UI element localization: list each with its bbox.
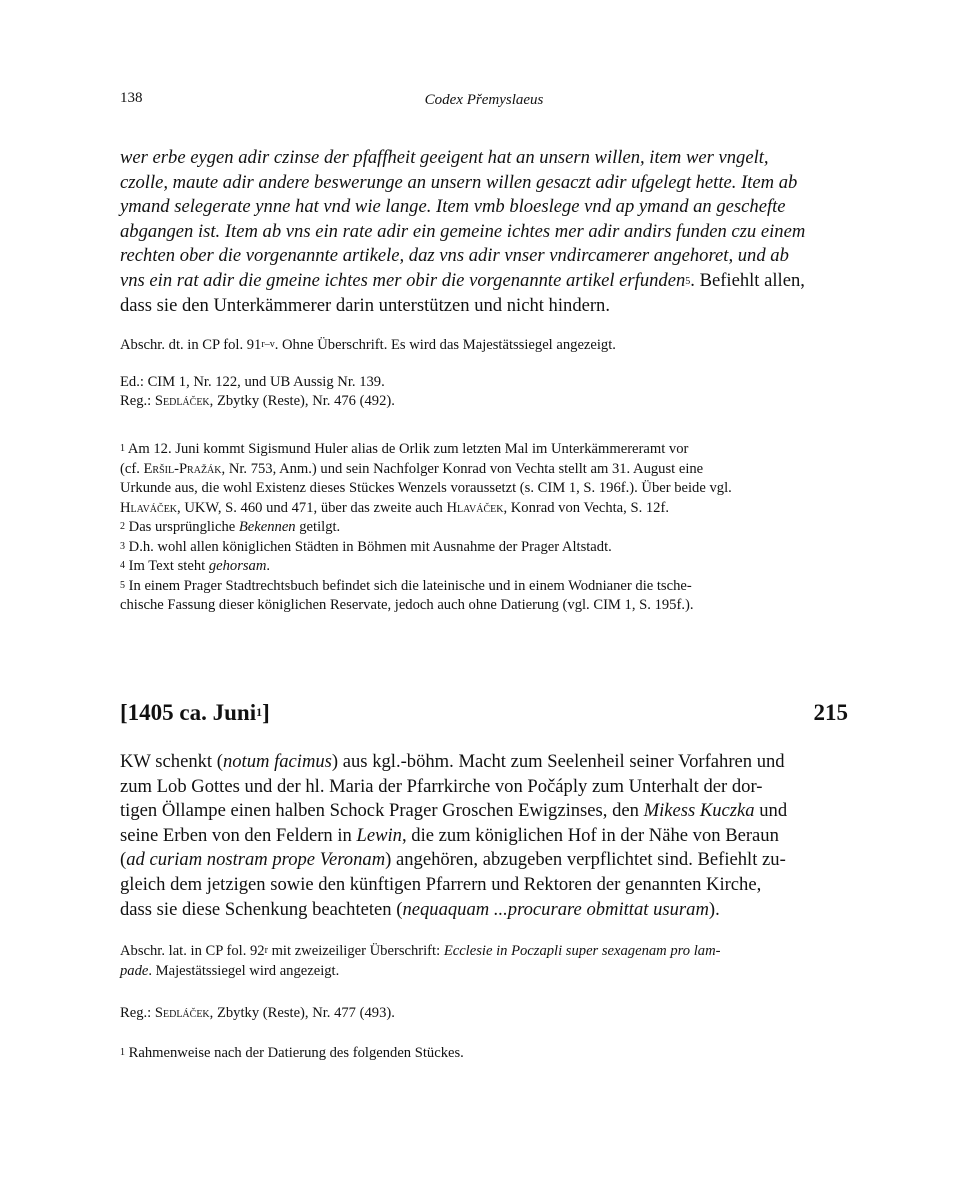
apparatus-main <box>120 942 848 1063</box>
edition-note: Ed.: CIM 1, Nr. 122, und UB Aussig Nr. 139. <box>120 373 385 390</box>
footnote-1-cont: (cf. Eršil-Pražák, Nr. 753, Anm.) und sein Nachfolger Konrad von Vechta stellt am 31. August eine <box>120 460 704 477</box>
apparatus-top <box>120 336 848 412</box>
text-line: czolle, maute adir andere beswerunge an unsern willen gesaczt adir ufgelegt hette. Item ab <box>120 171 798 193</box>
regest-note: Reg.: Sedláček, Zbytky (Reste), Nr. 476 (492). <box>120 393 395 409</box>
footnote-1: $^1$ Rahmenweise nach der Datierung des folgenden Stückes. <box>120 1044 464 1061</box>
text-line: ymand selegerate ynne hat vnd wie lange. Item vmb bloeslege vnd ap ymand an geschefte <box>120 196 786 218</box>
text-line: wer erbe eygen adir czinse der pfaffheit geeigent hat an unsern willen, item wer vngelt, <box>120 147 769 168</box>
text-line: rechten ober die vorgenannte artikele, daz vns adir vnser vndircamerer angehoret, und ab <box>120 245 789 267</box>
text-line: (ad curiam nostram prope Veronam) angehören, abzugeben verpflichtet sind. Befiehlt zu- <box>120 849 786 871</box>
text-line: dass sie diese Schenkung beachteten (nequaquam ...procurare obmittat usuram). <box>120 898 720 920</box>
text-line: tigen Öllampe einen halben Schock Prager Groschen Ewigzinses, den Mikess Kuczka und <box>120 800 788 822</box>
text-line: dass sie den Unterkämmerer darin unterstützen und nicht hindern. <box>120 294 611 316</box>
footnote-2: $^2$ Das ursprüngliche Bekennen getilgt. <box>120 519 341 535</box>
footnote-1-cont: Hlaváček, UKW, S. 460 und 471, über das zweite auch Hlaváček, Konrad von Vechta, S. 12f. <box>120 499 669 516</box>
footnotes-top <box>120 440 848 616</box>
text-line: seine Erben von den Feldern in Lewin, die zum königlichen Hof in der Nähe von Beraun <box>120 824 779 846</box>
text-line: gleich dem jetzigen sowie den künftigen Pfarrern und Rektoren der genannten Kirche, <box>120 873 762 895</box>
text-line: zum Lob Gottes und der hl. Maria der Pfarrkirche von Počáply zum Unterhalt der dor- <box>120 775 763 797</box>
footnote-1: $^1$ Am 12. Juni kommt Sigismund Huler alias de Orlik zum letzten Mal im Unterkämmereramt vor <box>120 441 689 457</box>
text-line: abgangen ist. Item ab vns ein rate adir ein gemeine ichtes mer adir andirs funden czu einem <box>120 220 806 242</box>
text-line: vns ein rat adir die gmeine ichtes mer obir die vorgenannte artikel erfunden$^5$. Befiehlt allen, <box>120 269 805 291</box>
page-number: 138 <box>120 90 143 106</box>
footnote-4: $^4$ Im Text steht gehorsam. <box>120 558 271 574</box>
text-line: KW schenkt (notum facimus) aus kgl.-böhm. Macht zum Seelenheil seiner Vorfahren und <box>120 751 785 772</box>
page <box>120 90 848 1061</box>
text-top <box>120 146 848 318</box>
footnote-5-cont: chische Fassung dieser königlichen Reservate, jedoch auch ohne Datierung (vgl. CIM 1, S. 195f.). <box>120 597 694 613</box>
running-title: Codex Přemyslaeus <box>424 92 544 108</box>
regest-note: Reg.: Sedláček, Zbytky (Reste), Nr. 477 (493). <box>120 1005 395 1021</box>
footnote-5: $^5$ In einem Prager Stadtrechtsbuch befindet sich die lateinische und in einem Wodnianer die tsche- <box>120 577 692 594</box>
text-main <box>120 750 848 922</box>
document-number: 215 <box>813 700 848 725</box>
running-header <box>120 90 848 112</box>
manuscript-note-cont: pade. Majestätssiegel wird angezeigt. <box>120 962 340 979</box>
manuscript-note: Abschr. dt. in CP fol. 91$^{r-v}$. Ohne Überschrift. Es wird das Majestätssiegel angezeigt. <box>120 337 616 353</box>
document-date: [1405 ca. Juni$^1$] <box>120 700 270 725</box>
footnote-3: $^3$ D.h. wohl allen königlichen Städten in Böhmen mit Ausnahme der Prager Altstadt. <box>120 538 612 555</box>
footnote-1-cont: Urkunde aus, die wohl Existenz dieses Stückes Wenzels voraussetzt (s. CIM 1, S. 196f.). Über beide vgl. <box>120 480 732 496</box>
manuscript-note: Abschr. lat. in CP fol. 92$^r$ mit zweizeiliger Überschrift: Ecclesie in Poczapli super sexagenam pro lam- <box>120 943 721 959</box>
document-heading <box>120 700 848 726</box>
